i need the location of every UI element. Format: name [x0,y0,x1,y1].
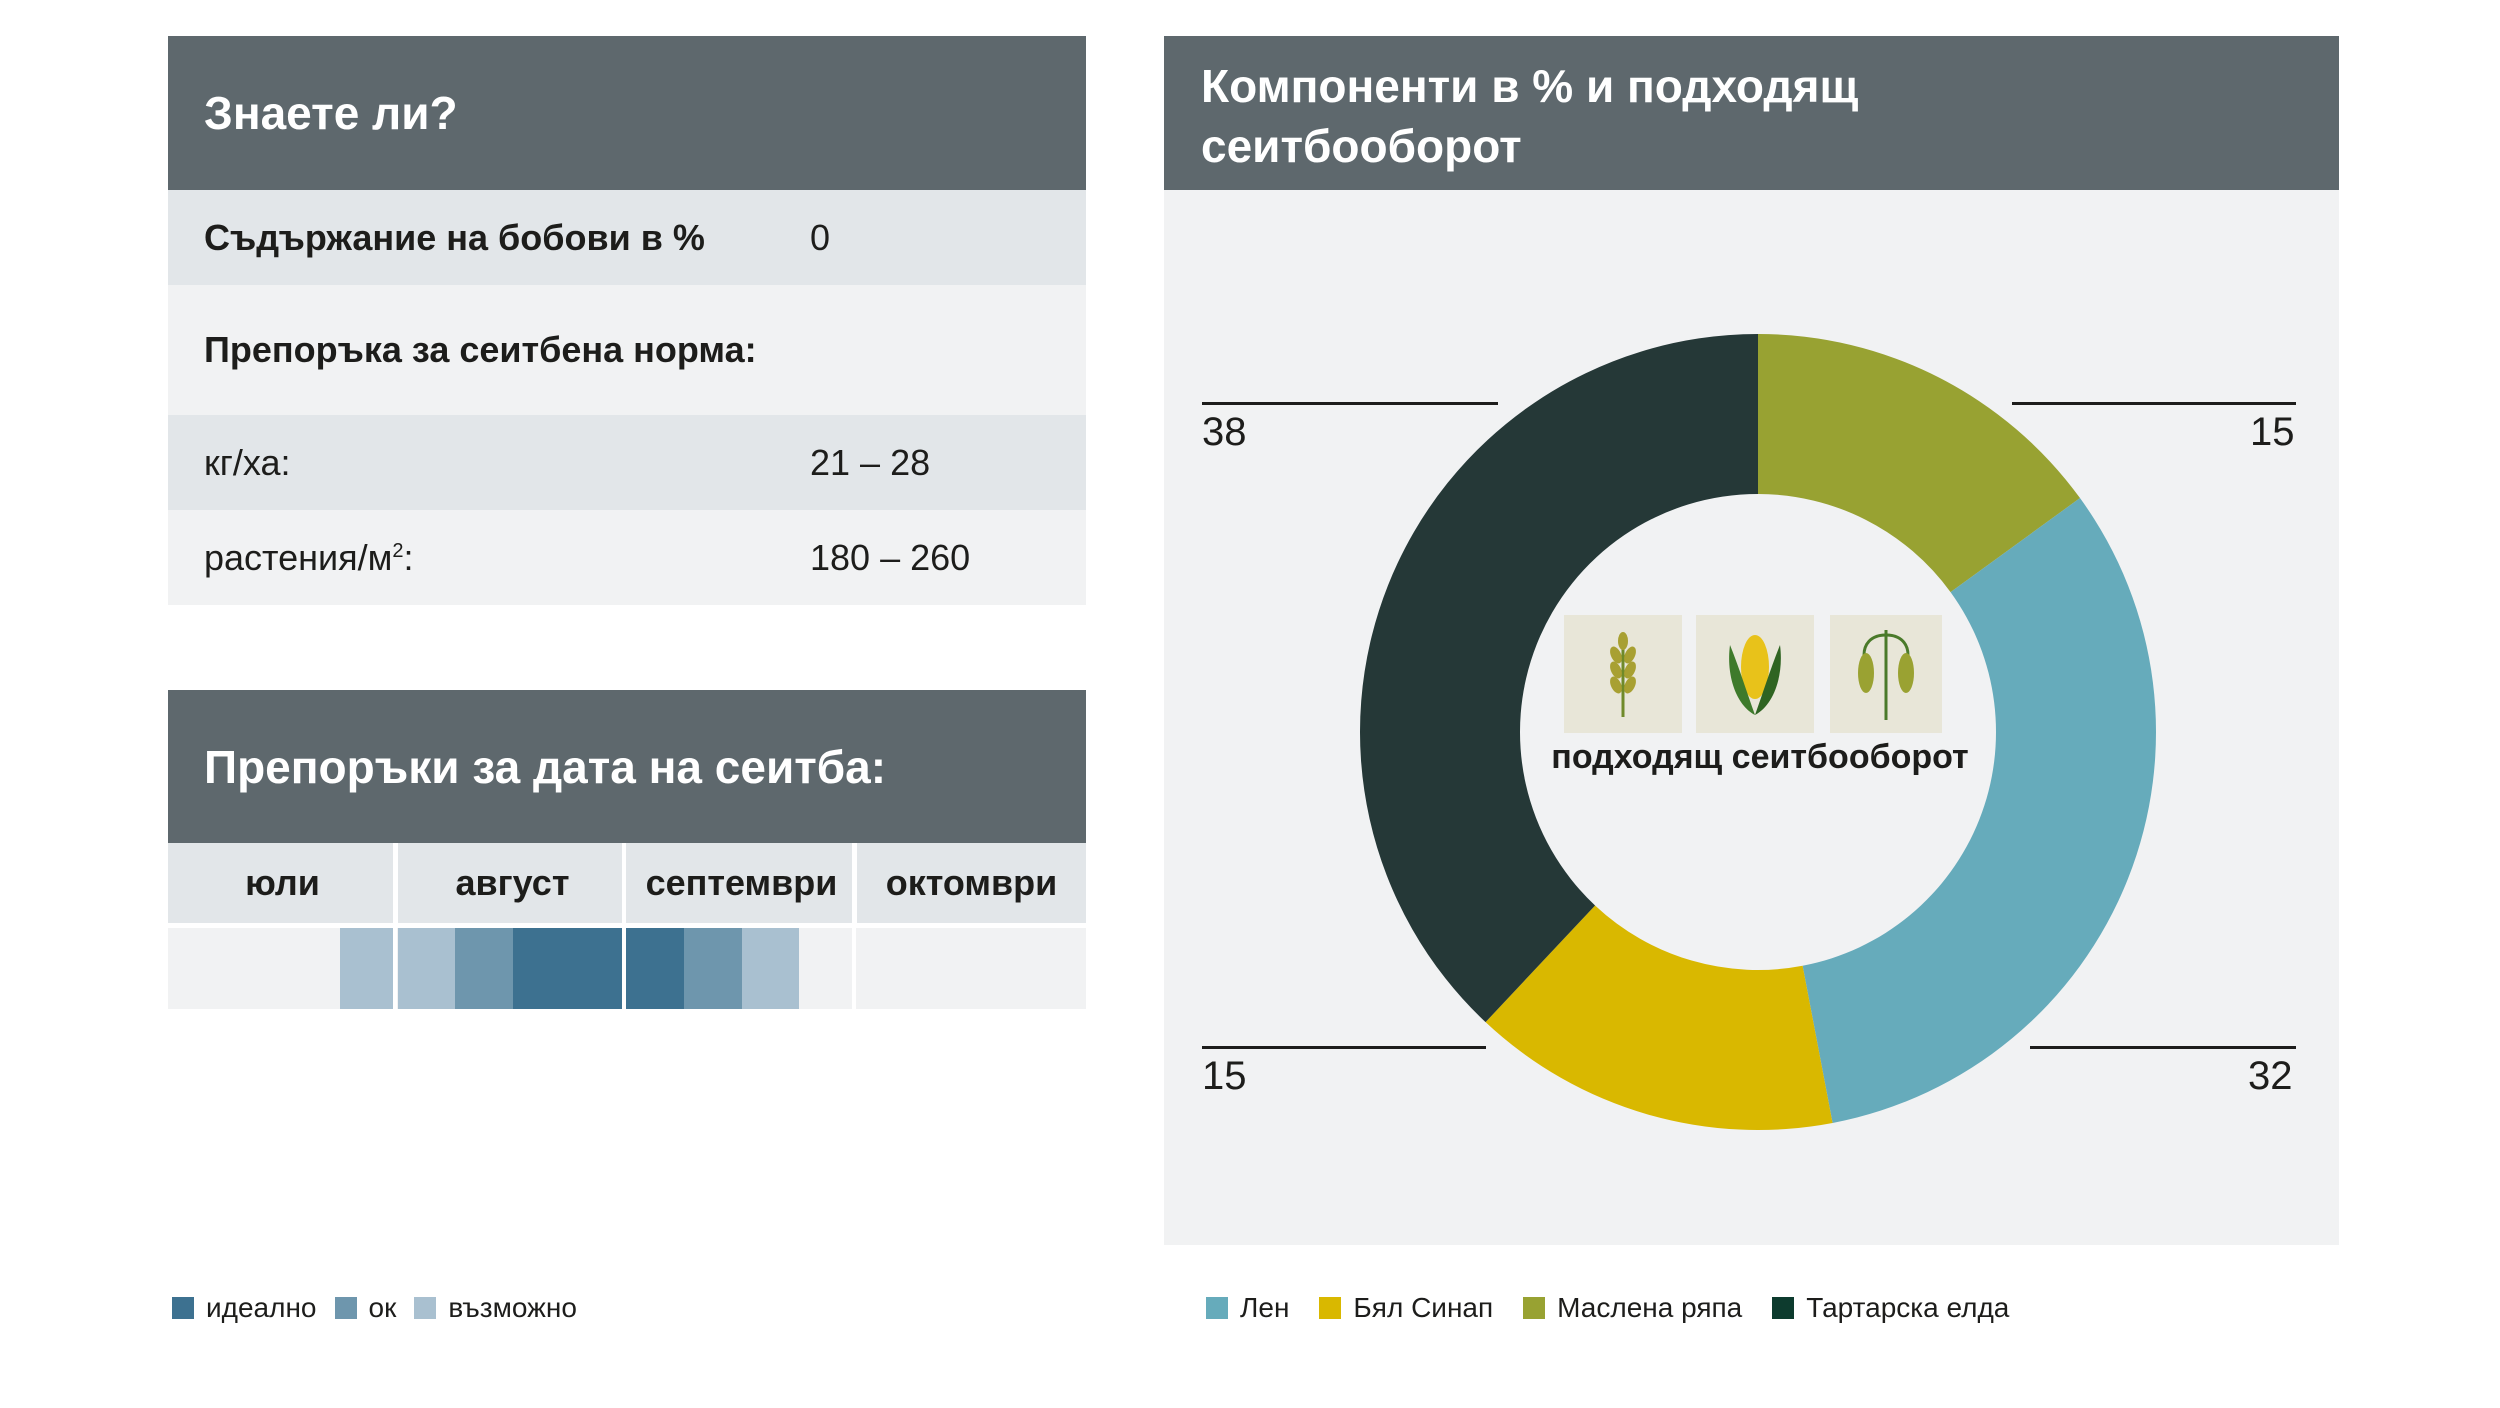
donut-slice-flax [1803,498,2156,1123]
legume-content-row [168,190,1086,285]
corn-icon [1696,615,1814,733]
legend-swatch-ideal [172,1297,194,1319]
sowing-legend [172,1292,595,1324]
kg-per-ha-label: кг/ха: [204,441,291,483]
legume-content-value: 0 [810,216,831,258]
plants-per-m2-label: растения/$м^2$: [204,536,414,578]
legend-item-ideal: идеално [172,1292,317,1324]
month-july: юли [168,843,397,923]
donut-center-label: подходящ сеитбооборот [1551,738,1969,776]
value-label-white-mustard: 15 [1202,1054,1247,1098]
kg-per-ha-value: 21 – 28 [810,441,931,483]
calendar-cell-4 [513,928,570,1009]
sowing-panel-title: Препоръки за дата на сеитба: [204,740,887,793]
calendar-cell-2 [398,928,455,1009]
legend-item-flax: Лен [1206,1292,1289,1324]
kg-per-ha-row [168,415,1086,510]
plants-per-m2-row [168,510,1086,605]
legend-item-tatar-buckwheat: Тартарска елда [1772,1292,2009,1324]
calendar-cell-3 [455,928,512,1009]
value-label-tatar-buckwheat: 38 [1202,410,1247,454]
seed-rate-label: Препоръка за сеитбена норма: [204,329,757,370]
legend-item-oil-turnip: Маслена ряпа [1523,1292,1742,1324]
calendar-cell-6 [627,928,684,1009]
chart-title-line2: сеитбооборот [1201,120,1522,172]
pea-icon [1830,615,1942,733]
chart-panel-header [1164,36,2339,190]
wheat-icon [1564,615,1682,733]
callout-rule-bottom-right [2030,1046,2296,1049]
value-label-oil-turnip: 15 [2250,410,2295,454]
info-panel-title: Знаете ли? [204,87,458,139]
legend-item-possible: възможно [414,1292,577,1324]
chart-legend [1206,1292,2027,1324]
legend-swatch-oil-turnip [1523,1297,1545,1319]
callout-rule-top-right [2012,402,2296,405]
month-august: август [398,843,627,923]
plants-per-m2-value: 180 – 260 [810,536,971,578]
calendar-cell-5 [570,928,627,1009]
legend-swatch-flax [1206,1297,1228,1319]
sowing-calendar [168,928,1086,1009]
sowing-panel-header [168,690,1086,843]
month-october: октомври [857,843,1086,923]
legend-item-ok: ок [335,1292,397,1324]
legend-swatch-ok [335,1297,357,1319]
callout-rule-top-left [1202,402,1498,405]
chart-title-line1: Компоненти в % и подходящ [1201,60,1859,112]
legend-swatch-possible [414,1297,436,1319]
calendar-cell-1 [340,928,397,1009]
legume-content-label: Съдържание на бобови в % [204,216,705,258]
month-september: септември [627,843,856,923]
value-label-flax: 32 [2248,1054,2293,1098]
info-panel-header [168,36,1086,190]
callout-rule-bottom-left [1202,1046,1486,1049]
legend-swatch-white-mustard [1319,1297,1341,1319]
legend-swatch-tatar-buckwheat [1772,1297,1794,1319]
legend-item-white-mustard: Бял Синап [1319,1292,1493,1324]
calendar-cell-7 [684,928,741,1009]
seed-rate-row [168,285,1086,415]
calendar-cell-8 [742,928,799,1009]
